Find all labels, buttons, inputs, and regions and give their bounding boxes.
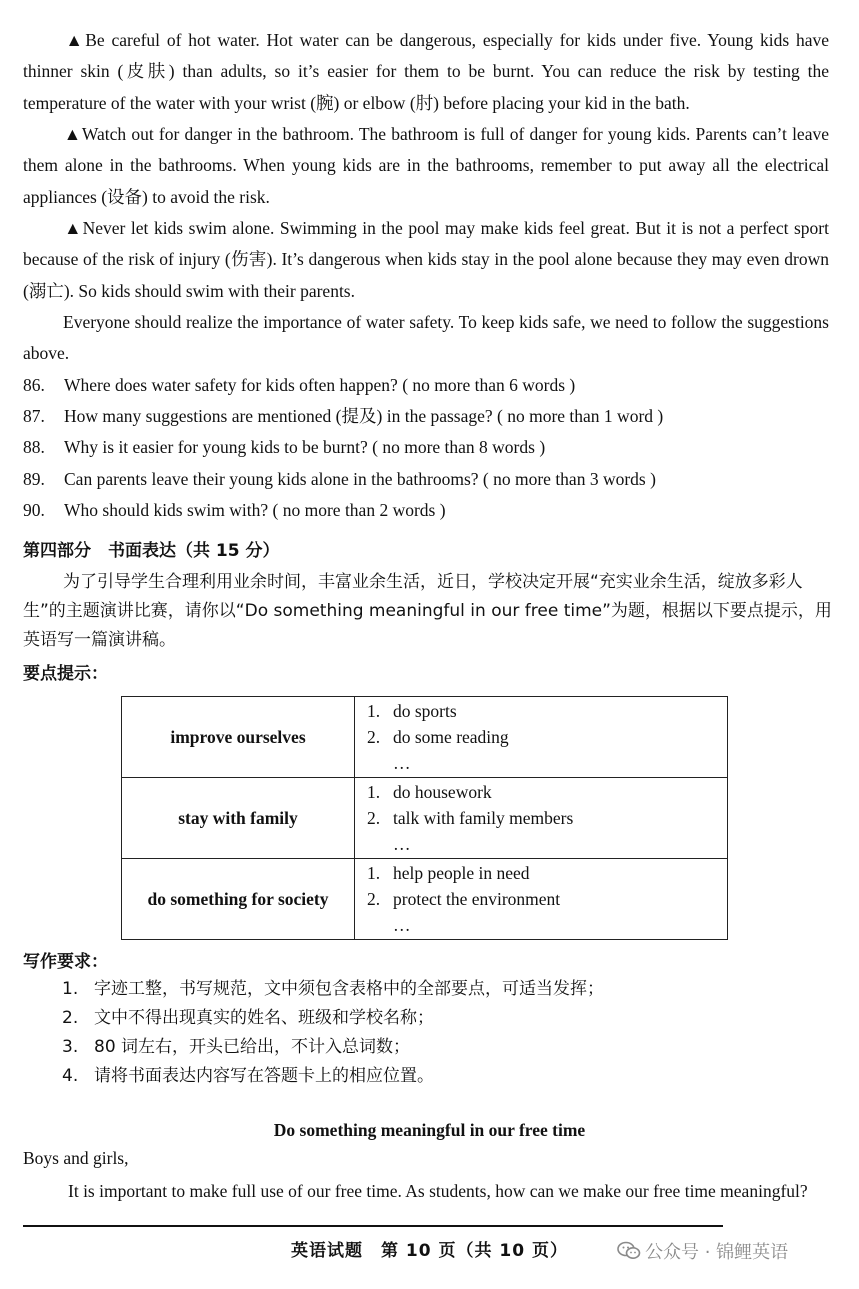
items-cell: [355, 697, 728, 778]
question-88: 88. Why is it easier for young kids to be burnt? ( no more than 8 words ): [23, 437, 546, 457]
key-points-table: [121, 696, 728, 940]
wechat-icon: [617, 1241, 641, 1266]
tips-heading: 要点提示：: [23, 664, 108, 684]
items-cell: [355, 778, 728, 859]
question-89: 89. Can parents leave their young kids alone in the bathrooms? ( no more than 3 words ): [23, 469, 656, 489]
list-item: 1. do housework: [367, 782, 492, 802]
table-row: [122, 778, 728, 859]
answer-line[interactable]: [23, 1207, 723, 1227]
watermark: 公众号 · 锦鲤英语: [617, 1238, 788, 1266]
passage-paragraph-bathroom: ▲Watch out for danger in the bathroom. The bathroom is full of danger for young kids. Parents can’t leave them alone in the bathrooms. When young kids are in the bathrooms, remember to put away all the electrical appliances (设备) to avoid the risk.: [23, 124, 829, 207]
table-row: [122, 697, 728, 778]
essay-title: Do something meaningful in our free time: [273, 1120, 586, 1140]
list-item: …: [393, 834, 411, 854]
passage-paragraph-swimming: ▲Never let kids swim alone. Swimming in the pool may make kids feel great. But it is not a perfect sport because of the risk of injury (伤害). It’s dangerous when kids stay in the pool alone because they may even drown (溺亡). So kids should swim with their parents.: [23, 218, 829, 301]
requirement-item: 2. 文中不得出现真实的姓名、班级和学校名称；: [62, 1008, 434, 1028]
list-item: 2. protect the environment: [367, 889, 561, 909]
section-heading: 第四部分 书面表达（共 15 分）: [23, 541, 280, 561]
essay-opening: It is important to make full use of our free time. As students, how can we make our free time meaningful?: [23, 1176, 823, 1236]
topic-cell: do something for society: [122, 859, 355, 940]
topic-cell: stay with family: [122, 778, 355, 859]
requirement-item: 4. 请将书面表达内容写在答题卡上的相应位置。: [62, 1066, 434, 1086]
list-item: …: [393, 915, 411, 935]
requirements-heading: 写作要求：: [23, 952, 108, 972]
list-item: 1. do sports: [367, 701, 457, 721]
page-footer: 英语试题 第 10 页（共 10 页）: [291, 1241, 568, 1261]
requirement-item: 1. 字迹工整，书写规范，文中须包含表格中的全部要点，可适当发挥；: [62, 979, 604, 999]
list-item: 2. talk with family members: [367, 808, 574, 828]
list-item: 2. do some reading: [367, 727, 509, 747]
list-item: 1. help people in need: [367, 863, 530, 883]
table-row: [122, 859, 728, 940]
essay-salutation: Boys and girls,: [23, 1148, 129, 1168]
items-cell: [355, 859, 728, 940]
passage-paragraph-conclusion: Everyone should realize the importance of water safety. To keep kids safe, we need to follow the suggestions above.: [23, 312, 829, 364]
requirement-item: 3. 80 词左右，开头已给出，不计入总词数；: [62, 1037, 411, 1057]
writing-task-intro: 为了引导学生合理利用业余时间，丰富业余生活，近日，学校决定开展“充实业余生活，绽放多彩人生”的主题演讲比赛，请你以“Do something meaningful in our free time”为题，根据以下要点提示，用英语写一篇演讲稿。: [23, 572, 832, 650]
question-87: 87. How many suggestions are mentioned (提及) in the passage? ( no more than 1 word ): [23, 406, 664, 426]
passage-paragraph-hot-water: ▲Be careful of hot water. Hot water can be dangerous, especially for kids under five. Young kids have thinner skin (皮肤) than adults, so it’s easier for them to be burnt. You can reduce the risk by testing the temperature of the water with your wrist (腕) or elbow (肘) before placing your kid in the bath.: [23, 30, 829, 113]
question-86: 86. Where does water safety for kids often happen? ( no more than 6 words ): [23, 375, 576, 395]
topic-cell: improve ourselves: [122, 697, 355, 778]
question-90: 90. Who should kids swim with? ( no more than 2 words ): [23, 500, 446, 520]
list-item: …: [393, 753, 411, 773]
